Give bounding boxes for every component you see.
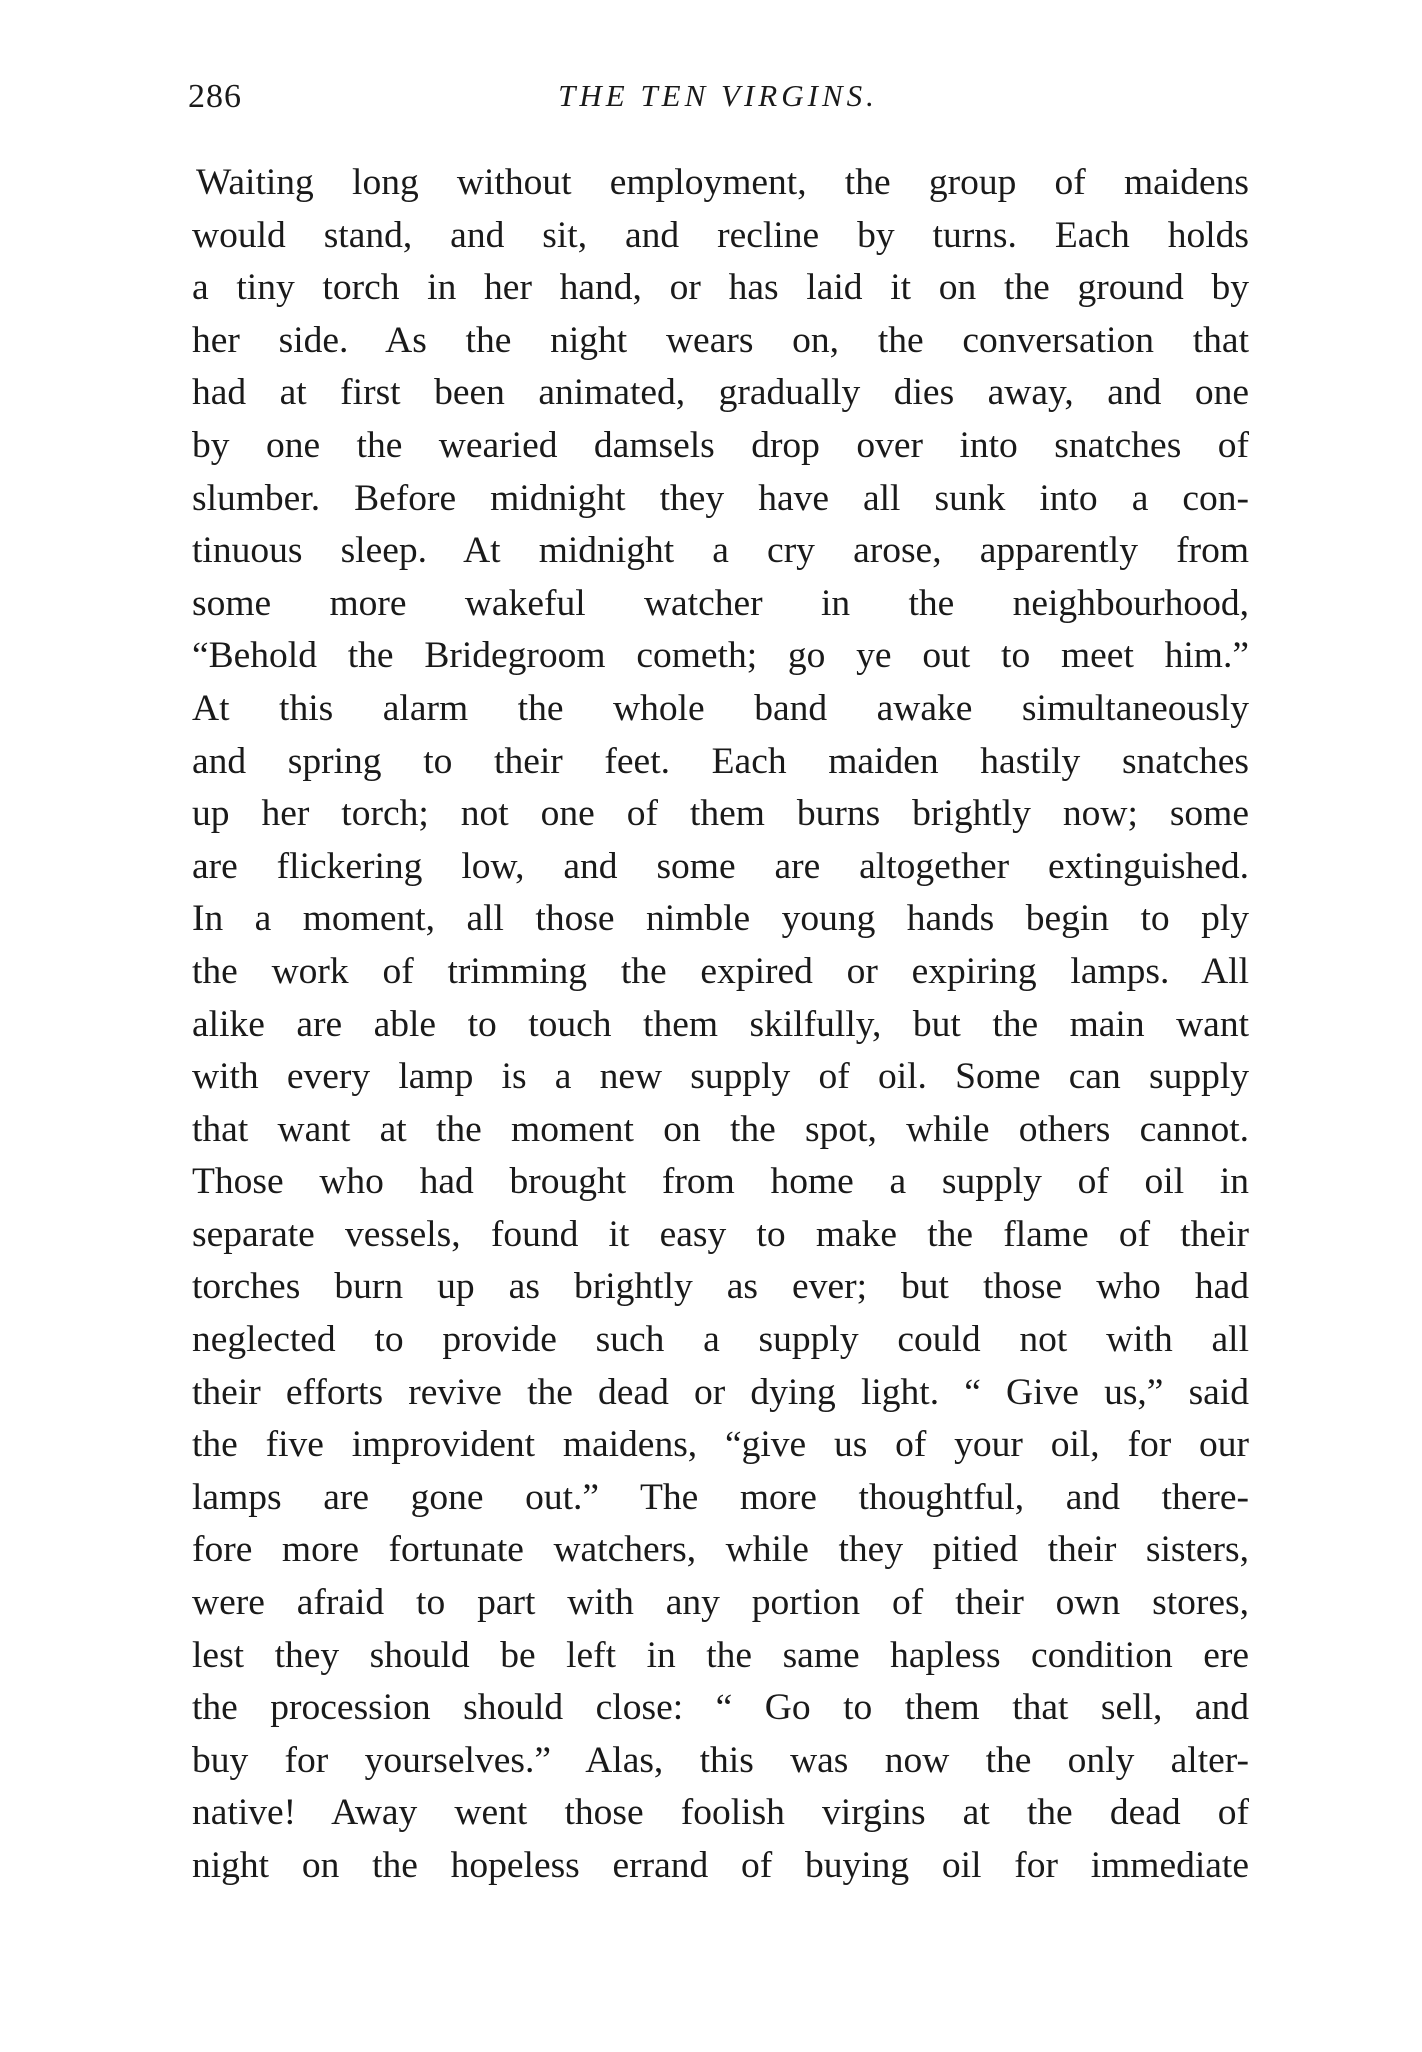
text-line: tinuous sleep. At midnight a cry arose, apparently from (192, 530, 1249, 572)
text-line: night on the hopeless errand of buying oil for immediate (192, 1845, 1249, 1886)
text-line: up her torch; not one of them burns brightly now; some (192, 793, 1249, 835)
text-line: would stand, and sit, and recline by turns. Each holds (192, 214, 1249, 256)
text-line: Those who had brought from home a supply of oil in (192, 1161, 1249, 1203)
text-line: are flickering low, and some are altogether extinguished. (192, 845, 1249, 887)
text-line: had at first been animated, gradually dies away, and one (192, 372, 1249, 414)
text-line: their efforts revive the dead or dying light. “ Give us,” said (192, 1371, 1249, 1413)
text-line: lest they should be left in the same hapless condition ere (192, 1634, 1249, 1676)
text-line: the five improvident maidens, “give us of your oil, for our (192, 1424, 1249, 1466)
running-title: THE TEN VIRGINS. (558, 78, 878, 113)
text-line: a tiny torch in her hand, or has laid it on the ground by (192, 267, 1249, 309)
text-line: torches burn up as brightly as ever; but those who had (192, 1266, 1249, 1308)
text-line: separate vessels, found it easy to make the flame of their (192, 1213, 1249, 1255)
text-line: At this alarm the whole band awake simultaneously (192, 687, 1249, 729)
text-line: fore more fortunate watchers, while they pitied their sisters, (192, 1529, 1249, 1571)
text-line: alike are able to touch them skilfully, but the main want (192, 1003, 1249, 1045)
text-line: Waiting long without employment, the group of maidens (196, 162, 1249, 203)
text-line: by one the wearied damsels drop over into snatches of (192, 424, 1249, 466)
text-line: native! Away went those foolish virgins at the dead of (192, 1792, 1249, 1834)
page-number: 286 (188, 78, 242, 115)
text-line: and spring to their feet. Each maiden hastily snatches (192, 740, 1249, 782)
body-text (192, 157, 1249, 1893)
text-line: the procession should close: “ Go to them that sell, and (192, 1687, 1249, 1729)
text-line: lamps are gone out.” The more thoughtful, and there- (192, 1476, 1249, 1518)
text-line: In a moment, all those nimble young hands begin to ply (192, 898, 1249, 940)
text-line: slumber. Before midnight they have all sunk into a con- (192, 477, 1249, 519)
running-head (188, 78, 1248, 138)
text-line: neglected to provide such a supply could not with all (192, 1319, 1249, 1361)
text-line: buy for yourselves.” Alas, this was now the only alter- (192, 1739, 1249, 1781)
text-line: that want at the moment on the spot, while others cannot. (192, 1108, 1249, 1150)
text-line: her side. As the night wears on, the conversation that (192, 319, 1249, 361)
text-line: “Behold the Bridegroom cometh; go ye out to meet him.” (192, 635, 1249, 677)
text-line: the work of trimming the expired or expiring lamps. All (192, 950, 1249, 992)
text-line: with every lamp is a new supply of oil. Some can supply (192, 1056, 1249, 1098)
text-line: some more wakeful watcher in the neighbourhood, (192, 582, 1249, 624)
text-line: were afraid to part with any portion of their own stores, (192, 1582, 1249, 1624)
